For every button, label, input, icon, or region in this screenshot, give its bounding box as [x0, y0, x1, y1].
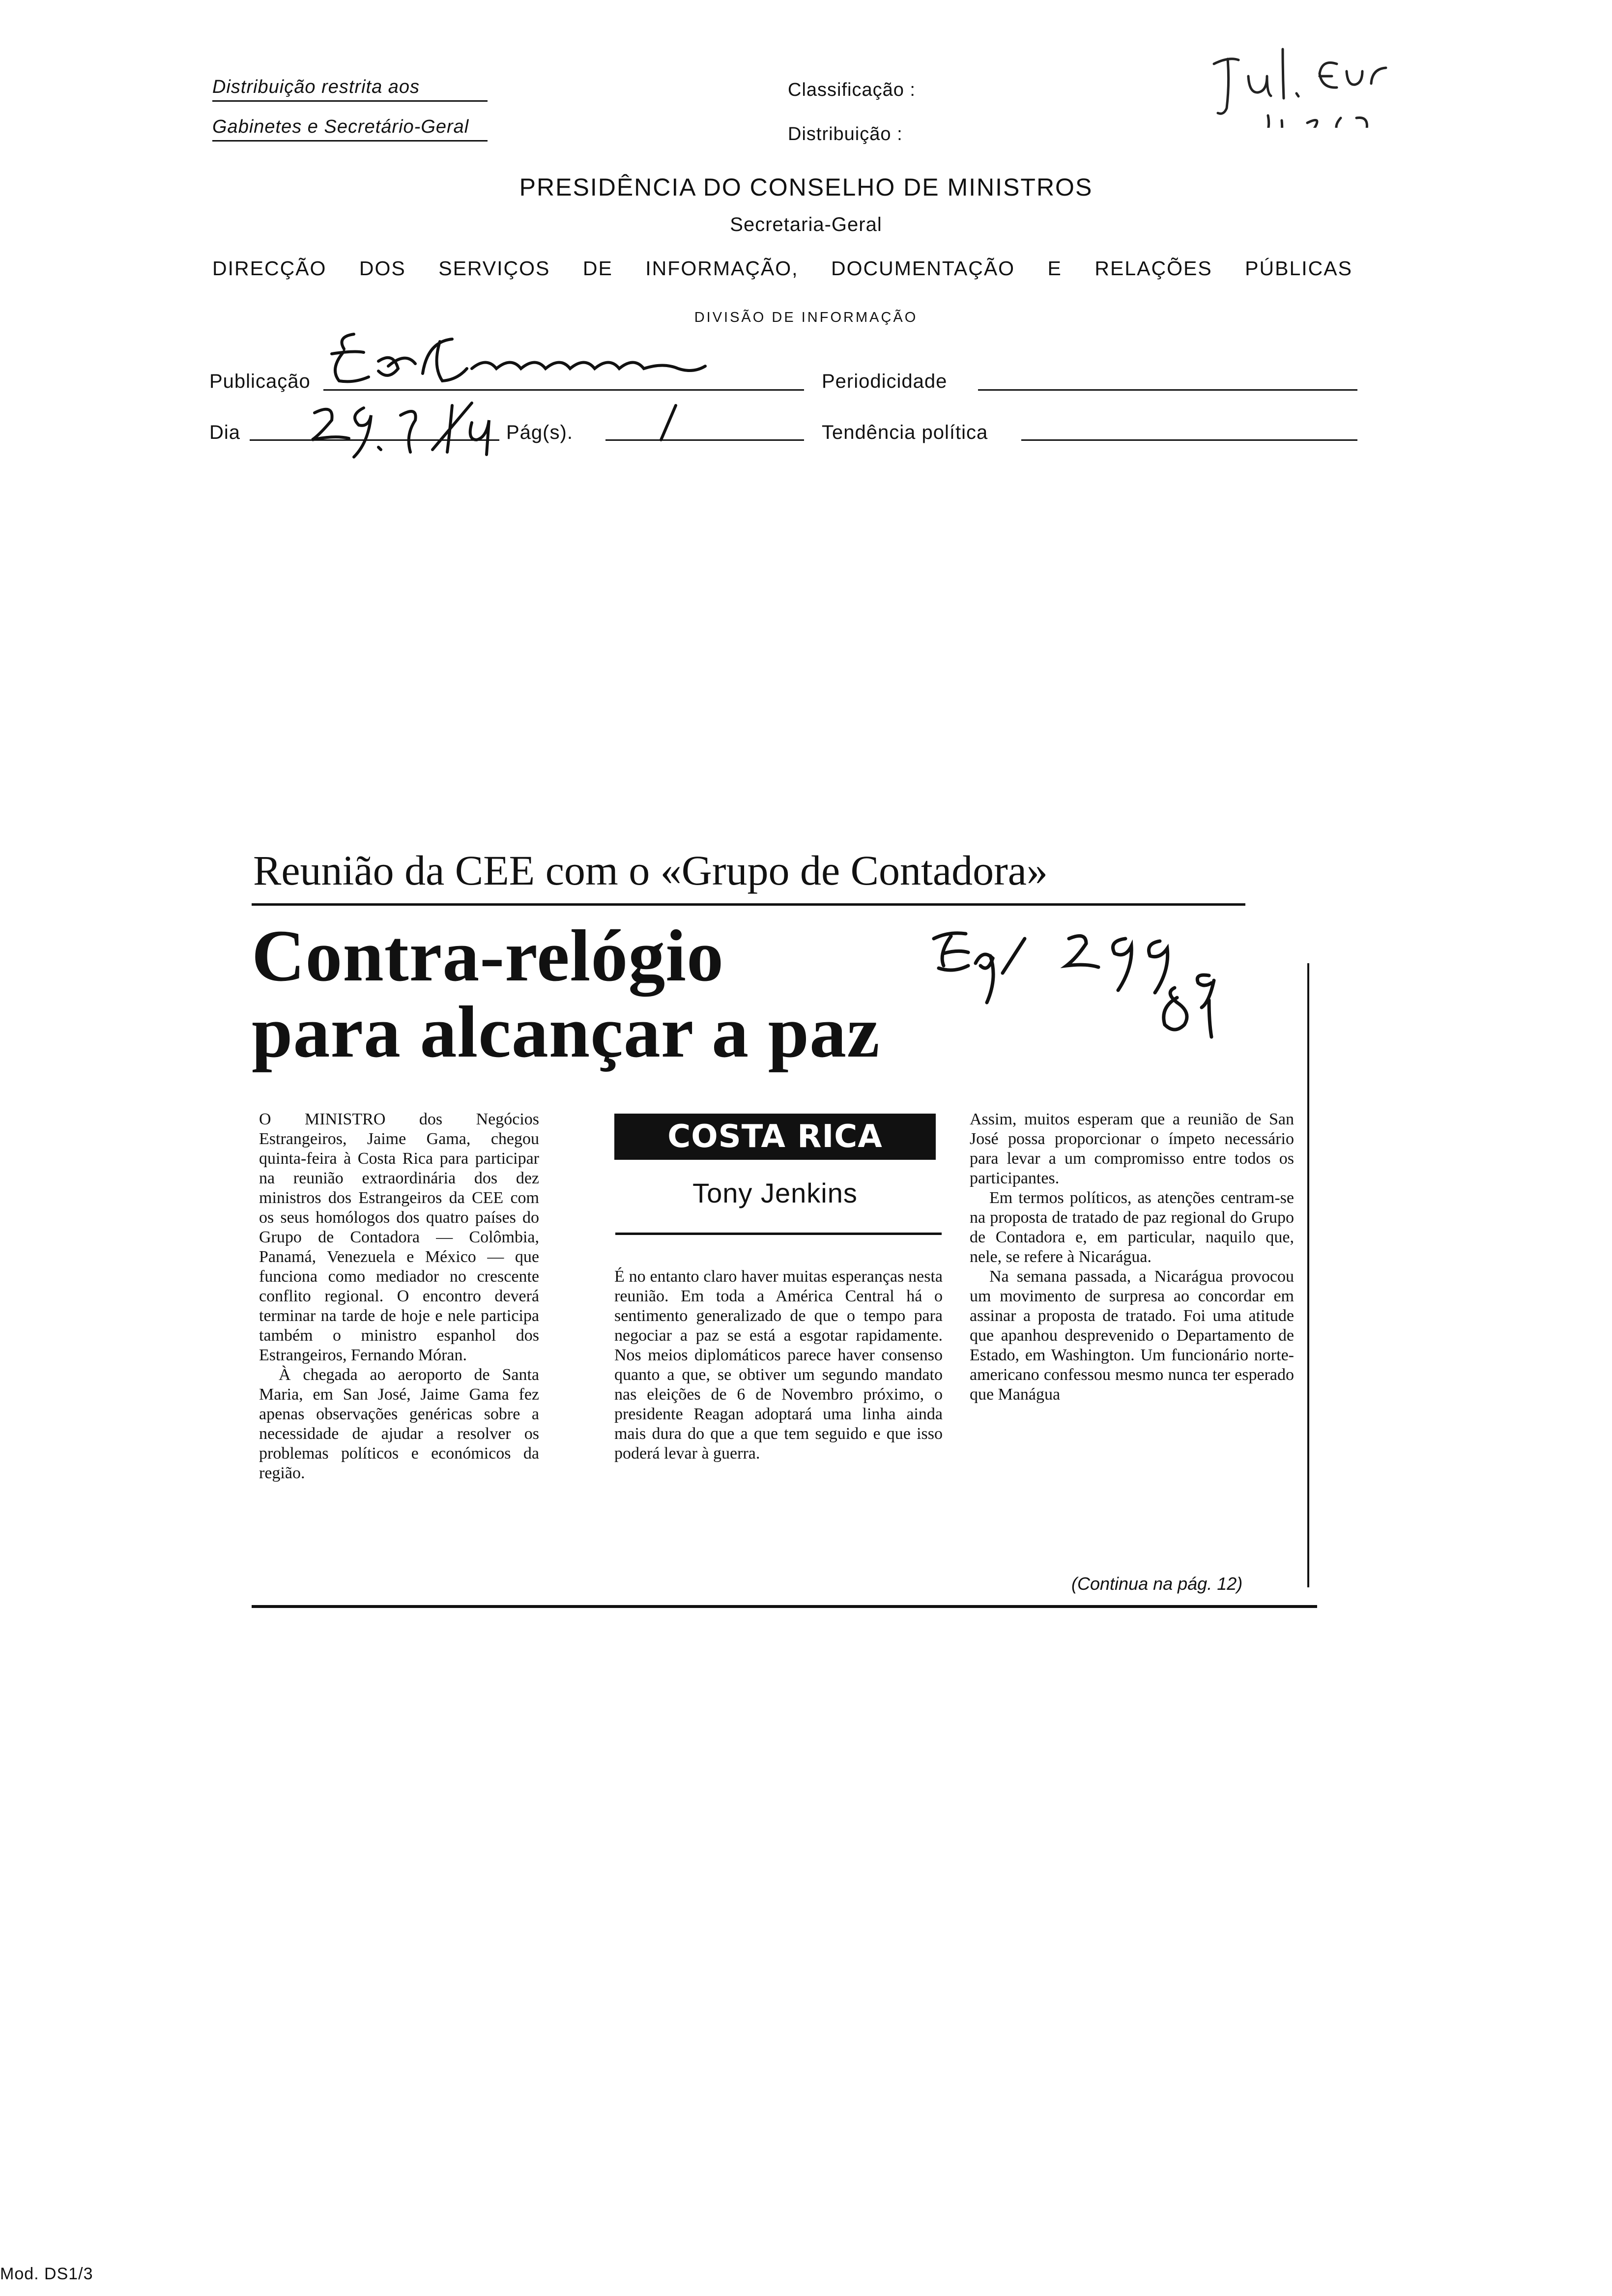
directorate-word: DOCUMENTAÇÃO [831, 257, 1015, 280]
pages-handwritten-value [654, 403, 683, 442]
kicker-rule [252, 903, 1245, 906]
restriction-line-1: Distribuição restrita aos [212, 78, 488, 102]
article-paragraph: Em termos políticos, as atenções centram-se na proposta de tratado de paz regional do Grupo de Contadora e, em particular, naquilo que, nele, se refere à Nicarágua. [970, 1189, 1294, 1266]
article-byline: Tony Jenkins [692, 1177, 858, 1208]
handwritten-corner-annotation [1209, 29, 1435, 128]
directorate-word: RELAÇÕES [1094, 257, 1212, 280]
division-title: DIVISÃO DE INFORMAÇÃO [694, 310, 918, 325]
directorate-word: DOS [359, 257, 406, 280]
political-tendency-label: Tendência política [822, 422, 988, 443]
article-paragraph: O MINISTRO dos Negócios Estrangeiros, Jaime Gama, chegou quinta-feira à Costa Rica para participar na reunião extraordinária dos dez ministros dos Estrangeiros da CEE com os seus homólogos dos quatro países do Grupo de Contadora — Colômbia, Panamá, Venezuela e México — que funciona como mediador no crescente conflito regional. O encontro deverá terminar na tarde de hoje e nele participa também o ministro espanhol dos Estrangeiros, Fernando Móran. [259, 1110, 539, 1364]
directorate-title [212, 257, 1353, 280]
headline-line-2: para alcançar a paz [252, 991, 880, 1073]
directorate-word: DE [582, 257, 613, 280]
clipping-bottom-rule [252, 1605, 1317, 1608]
day-handwritten-value [305, 393, 501, 462]
byline-rule [615, 1233, 942, 1235]
directorate-word: DIRECÇÃO [212, 257, 327, 280]
article-paragraph: Assim, muitos esperam que a reunião de San José possa proporcionar o ímpeto necessário para levar a um compromisso entre todos os participantes. [970, 1110, 1294, 1187]
distribution-label: Distribuição : [788, 124, 903, 144]
article-paragraph: À chegada ao aeroporto de Santa Maria, em San José, Jaime Gama fez apenas observações genéricas sobre a necessidade de ajudar a resolver os problemas políticos e económicos da região. [259, 1366, 539, 1482]
article-headline [252, 915, 880, 1073]
classification-block [788, 81, 916, 169]
article-column-2 [614, 1267, 943, 1464]
directorate-word: SERVIÇOS [438, 257, 550, 280]
day-label: Dia [209, 422, 241, 443]
section-banner: COSTA RICA [614, 1114, 936, 1160]
organization-subtitle: Secretaria-Geral [730, 214, 882, 235]
publication-label: Publicação [209, 371, 311, 392]
article-kicker: Reunião da CEE com o «Grupo de Contadora» [253, 847, 1048, 894]
clipping-right-rule [1307, 963, 1309, 1587]
pages-rule [605, 439, 804, 441]
article-column-1 [259, 1110, 539, 1483]
political-tendency-rule [1021, 439, 1357, 441]
article-paragraph: Na semana passada, a Nicarágua provocou um movimento de surpresa ao concordar em assinar a proposta de tratado. Foi uma atitude que apanhou desprevenido o Departamento de Estado, em Washington. Um funcionário norte-americano confessou mesmo nunca ter esperado que Manágua [970, 1267, 1294, 1404]
distribution-restriction-note [212, 78, 488, 157]
article-paragraph: É no entanto claro haver muitas esperanças nesta reunião. Em toda a América Central há o sentimento generalizado de que o tempo para negociar a paz se está a esgotar rapidamente. Nos meios diplomáticos parece haver consenso quanto a que, se obtiver um segundo mandato nas eleições de 6 de Novembro próximo, o presidente Reagan adoptará uma linha ainda mais dura do que a que tem seguido e que isso poderá levar à guerra. [614, 1267, 943, 1463]
organization-title: PRESIDÊNCIA DO CONSELHO DE MINISTROS [519, 173, 1093, 201]
periodicity-label: Periodicidade [822, 371, 948, 392]
directorate-word: INFORMAÇÃO, [645, 257, 799, 280]
classification-label: Classificação : [788, 80, 916, 100]
form-code: Mod. DS1/3 [0, 2265, 93, 2283]
continued-note: (Continua na pág. 12) [1071, 1574, 1243, 1594]
clipping-handwritten-note [929, 919, 1273, 1101]
article-column-3 [970, 1110, 1294, 1405]
publication-handwritten-value [324, 322, 708, 396]
periodicity-rule [978, 389, 1357, 391]
pages-label: Pág(s). [506, 422, 573, 443]
directorate-word: PÚBLICAS [1245, 257, 1353, 280]
directorate-word: E [1047, 257, 1062, 280]
headline-line-1: Contra-relógio [252, 915, 724, 997]
restriction-line-2: Gabinetes e Secretário-Geral [212, 117, 488, 142]
